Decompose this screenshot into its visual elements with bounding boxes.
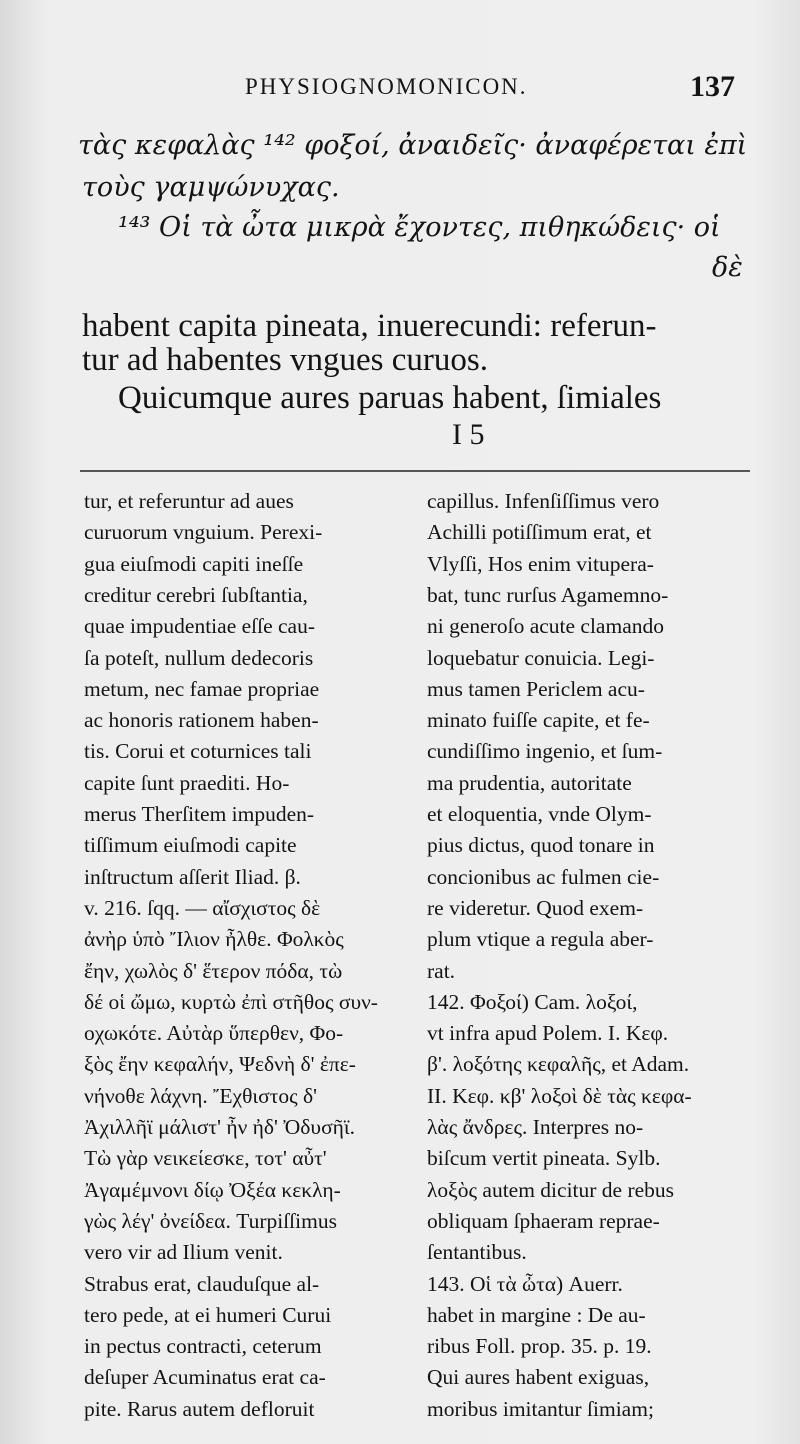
commentary-line: pius dictus, quod tonare in (427, 833, 655, 858)
greek-line: ¹⁴³ Οἱ τὰ ὦτα μικρὰ ἔχοντες, πιθηκώδεις· οἱ (118, 212, 721, 243)
commentary-line: v. 216. ſqq. — αἴσχιστος δὲ (84, 895, 321, 920)
latin-line: habent capita pineata, inuerecundi: referun- (82, 308, 657, 344)
commentary-line: habet in margine : De au- (427, 1302, 646, 1327)
commentary-line: capillus. Infenſiſſimus vero (427, 489, 660, 513)
commentary-line: Vlyſſi, Hos enim vitupera- (427, 551, 654, 576)
commentary-line: et eloquentia, vnde Olym- (427, 802, 652, 826)
commentary-line: tero pede, at ei humeri Curui (84, 1302, 332, 1327)
commentary-line: creditur cerebri ſubſtantia, (84, 582, 308, 607)
commentary-line: rat. (427, 958, 456, 983)
commentary-line: bat, tunc rurſus Agamemno- (427, 582, 669, 607)
commentary-line: merus Therſitem impuden- (84, 802, 315, 826)
commentary-line: vero vir ad Ilium venit. (84, 1240, 283, 1265)
greek-line: τὰς κεφαλὰς ¹⁴² φοξοί, ἀναιδεῖς· ἀναφέρεται ἐπὶ (78, 130, 748, 161)
commentary-line: ἀνὴρ ὑπὸ Ἴλιον ἦλθε. Φολκὸς (84, 927, 344, 952)
commentary-line: vt infra apud Polem. I. Κεφ. (427, 1021, 669, 1046)
commentary-line: plum vtique a regula aber- (427, 927, 654, 952)
commentary-line: tis. Corui et coturnices tali (84, 739, 312, 764)
commentary-line: tur, et referuntur ad aues (84, 489, 294, 513)
commentary-line: tiſſimum eiuſmodi capite (84, 833, 297, 858)
commentary-line: ma prudentia, autoritate (427, 770, 632, 795)
latin-line: Quicumque aures paruas habent, ſimiales (118, 380, 662, 416)
commentary-line: curuorum vnguium. Perexi- (84, 520, 323, 545)
commentary-line: Achilli potiſſimum erat, et (427, 520, 652, 545)
commentary-line: metum, nec famae propriae (84, 676, 320, 701)
commentary-line: minato fuiſſe capite, et fe- (427, 708, 650, 733)
greek-line: τοὺς γαμψώνυχας. (82, 172, 340, 203)
commentary-line: gua eiuſmodi capiti ineſſe (84, 551, 304, 576)
page-header (0, 70, 800, 110)
running-head: PHYSIOGNOMONICON. (245, 74, 528, 99)
commentary-line: 143. Οἱ τὰ ὦτα) Auerr. (427, 1271, 623, 1296)
latin-line: tur ad habentes vngues curuos. (82, 342, 488, 378)
commentary-line: ac honoris rationem haben- (84, 708, 319, 733)
commentary-line: re videretur. Quod exem- (427, 895, 644, 920)
divider-rule (80, 470, 750, 472)
commentary-line: Τὼ γὰρ νεικείεσκε, τοτ' αὖτ' (84, 1146, 327, 1171)
commentary-line: concionibus ac fulmen cie- (427, 864, 660, 889)
commentary-line: pite. Rarus autem defloruit (84, 1396, 315, 1421)
commentary-line: νήνοθε λάχνη. Ἔχθιστος δ' (84, 1083, 318, 1108)
commentary-line: obliquam ſphaeram reprae- (427, 1208, 660, 1233)
page-number: 137 (690, 70, 735, 103)
commentary-line: inſtructum aſſerit Iliad. β. (84, 864, 301, 889)
commentary-line: ſa poteſt, nullum dedecoris (84, 645, 314, 670)
commentary-line: ſentantibus. (427, 1240, 527, 1265)
commentary-line: capite ſunt praediti. Ho- (84, 770, 290, 795)
commentary-line: mus tamen Periclem acu- (427, 676, 645, 701)
commentary-line: λοξὸς autem dicitur de rebus (427, 1177, 675, 1202)
commentary-line: Ἀγαμέμνονι δίῳ Ὀξέα κεκλη- (84, 1177, 341, 1202)
commentary-line: quae impudentiae eſſe cau- (84, 614, 316, 639)
commentary-line: moribus imitantur ſimiam; (427, 1396, 654, 1421)
greek-line: δὲ (712, 252, 743, 283)
commentary-line: deſuper Acuminatus erat ca- (84, 1365, 326, 1390)
commentary-line: cundiſſimo ingenio, et ſum- (427, 739, 663, 764)
commentary-line: λὰς ἄνδρες. Interpres no- (427, 1115, 644, 1139)
commentary-line: in pectus contracti, ceterum (84, 1334, 322, 1359)
commentary-line: ni generoſo acute clamando (427, 614, 664, 639)
commentary-line: β'. λοξότης κεφαλῆς, et Adam. (427, 1052, 690, 1077)
commentary-line: biſcum vertit pineata. Sylb. (427, 1146, 661, 1171)
commentary-line: 142. Φοξοί) Cam. λοξοί, (427, 989, 638, 1014)
commentary-line: II. Κεφ. κβ' λοξοὶ δὲ τὰς κεφα- (427, 1083, 692, 1108)
signature-mark: I 5 (452, 418, 485, 451)
commentary-line: δέ οἱ ὤμω, κυρτὼ ἐπὶ στῆθος συν- (84, 989, 378, 1014)
commentary-line: γὼς λέγ' ὀνείδεα. Turpiſſimus (84, 1208, 337, 1233)
commentary-line: ξὸς ἔην κεφαλήν, Ψεδνὴ δ' ἐπε- (84, 1052, 356, 1077)
commentary-line: loquebatur conuicia. Legi- (427, 645, 655, 670)
commentary-line: Strabus erat, clauduſque al- (84, 1271, 320, 1296)
commentary-line: Ἀχιλλῆϊ μάλιστ' ἦν ἠδ' Ὀδυσῆϊ. (84, 1115, 356, 1139)
commentary-line: Qui aures habent exiguas, (427, 1365, 650, 1390)
commentary-line: ἔην, χωλὸς δ' ἕτερον πόδα, τὼ (84, 958, 343, 983)
commentary-line: ribus Foll. prop. 35. p. 19. (427, 1334, 652, 1359)
commentary-line: οχωκότε. Αὐτὰρ ὕπερθεν, Φο- (84, 1021, 344, 1046)
